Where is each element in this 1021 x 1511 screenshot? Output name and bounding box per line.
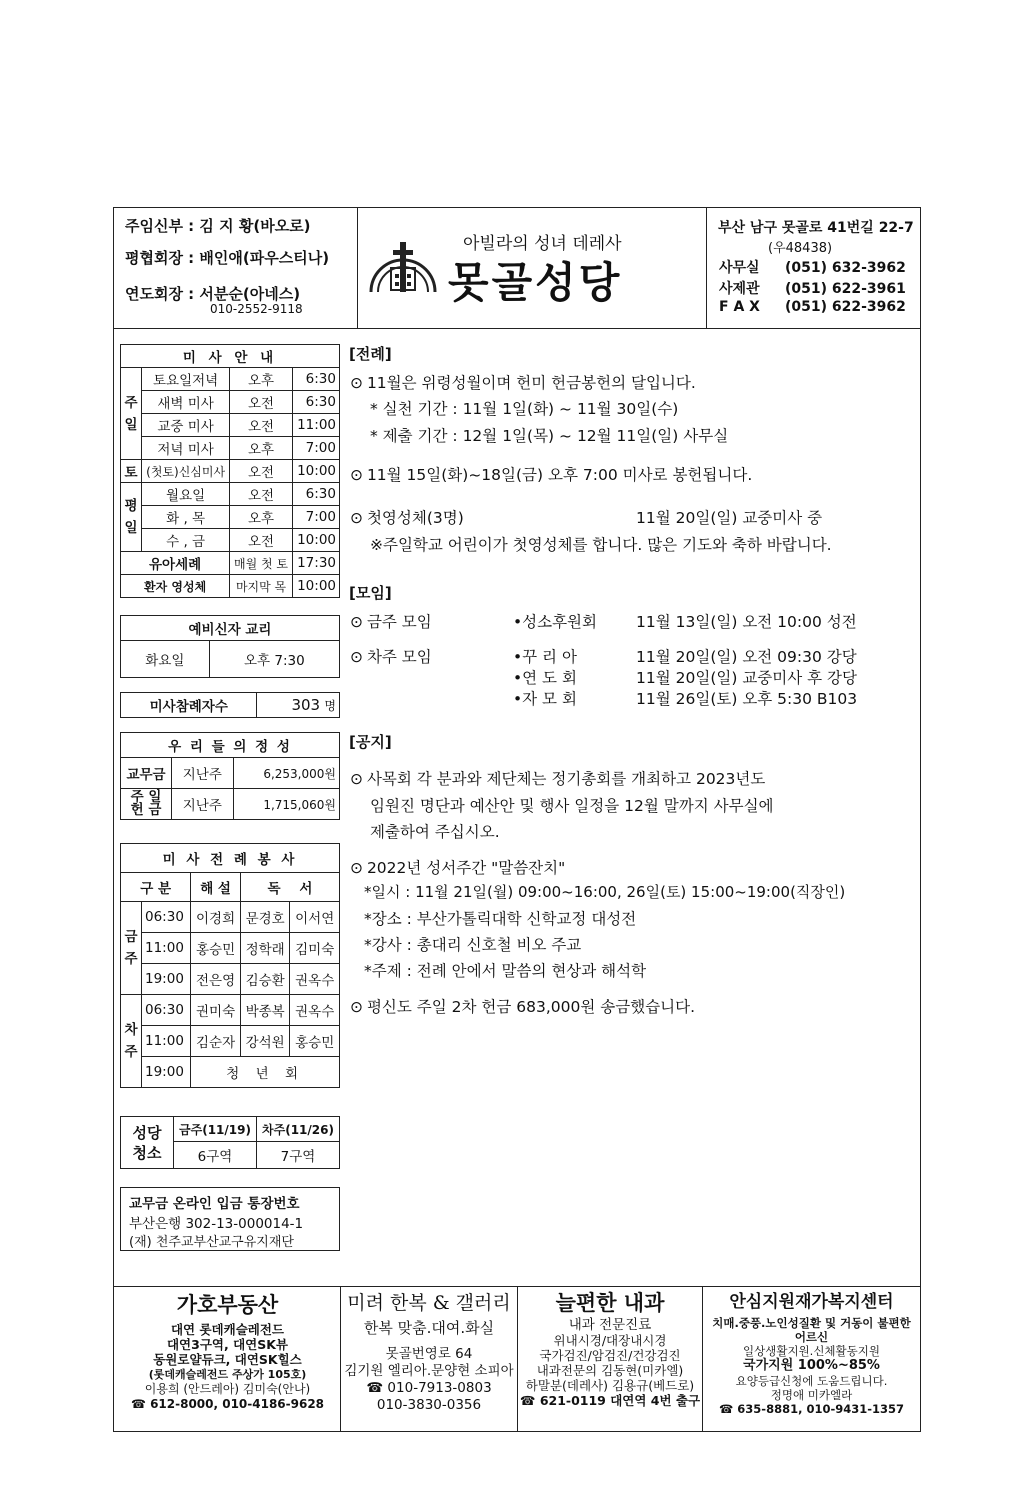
church-postcode: (우48438) [768,241,833,256]
bank-account-box: 교무금 온라인 입금 통장번호 부산은행 302-13-000014-1 (재) 천주교부산교구유지재단 [120,1187,340,1251]
church-logo [367,238,439,298]
header-divider [113,328,921,329]
bullet-icon: ⊙ [350,509,363,527]
catechism-table: 예비신자 교리 화요일 오후 7:30 [120,615,340,678]
bullet-icon: ⊙ [350,648,363,666]
officer-phone: 010-2552-9118 [210,302,303,316]
bullet-icon: ⊙ [350,770,363,788]
bullet-icon: ⊙ [350,998,363,1016]
bullet-icon: ⊙ [350,613,363,631]
ad-hanbok-gallery: 미려 한복 & 갤러리 한복 맞춤.대여.화실 못골번영로 64 김기원 엘리아.문양현 소피아 ☎ 010-7913-0803 010-3830-0356 [344,1292,514,1413]
meetings-heading: [모임] [349,584,392,602]
ad-real-estate: 가호부동산 대연 롯데캐슬레전드 대연3구역, 대연SK뷰 동원로얄듀크, 대연SK힐스 (롯데캐슬레전드 주상가 105호) 이용희 (안드레아) 김미숙(안나) ☎ 612-8000, 010-4186-9628 [130,1293,325,1411]
liturgy-heading: [전례] [349,345,392,363]
mass-servers-table: 미 사 전 례 봉 사 구 분 해 설 독 서 금주 06:30 이경희 문경호 이서연 11:00 홍승민 정학래 김미숙 19:00 전은영 김승환 권옥수 차주 06:30 권미숙 박종복 권옥수 11:00 김순자 강석원 홍승민 19:00 청 년 회 [120,843,340,1088]
church-subtitle: 아빌라의 성녀 데레사 [463,234,622,254]
attendance-table: 미사참례자수 303 명 [120,692,340,718]
offering-table: 우 리 들 의 정 성 교무금 지난주 6,253,000원 주 일 헌 금 지난주 1,715,060원 [120,732,340,820]
bullet-icon: ⊙ [350,859,363,877]
notices-heading: [공지] [349,733,392,751]
header-left-divider [357,207,358,328]
ad-welfare-center: 안심지원재가복지센터 치매.중풍.노인성질환 및 거동이 불편한 어르신 일상생활지원.신체활동지원 국가지원 100%~85% 요양등급신청에 도움드립니다. 정명애 미카엘라 ☎ 635-8881, 010-9431-1357 [712,1292,911,1416]
mass-schedule-table: 미 사 안 내 주일 토요일저녁 오후 6:30 새벽 미사 오전 6:30 교중 미사 오전 11:00 저녁 미사 오후 7:00 토 (첫토)신심미사 오전 10:00 평일 월요일 오전 6:30 화 , 목 오후 7:00 수 , 금 오전 10:00 유아세례 매월 첫 토 17:30 환자 영성체 마지막 목 10:00 [120,344,340,598]
bullet-icon: ⊙ [350,374,363,392]
ad-internal-medicine: 늘편한 내과 내과 전문진료 위내시경/대장내시경 국가검진/암검진/건강검진 내과전문의 김동현(미카엘) 하말분(데레사) 김용규(베드로) ☎ 621-0119 대연역 4번 출구 [519,1291,701,1408]
bullet-icon: ⊙ [350,466,363,484]
cleaning-table: 성당 청소 금주(11/19) 차주(11/26) 6구역 7구역 [120,1116,340,1169]
church-name: 못골성당 [448,258,623,307]
header-right-divider [706,207,707,328]
church-address: 부산 남구 못골로 41번길 22-7 [718,220,914,236]
